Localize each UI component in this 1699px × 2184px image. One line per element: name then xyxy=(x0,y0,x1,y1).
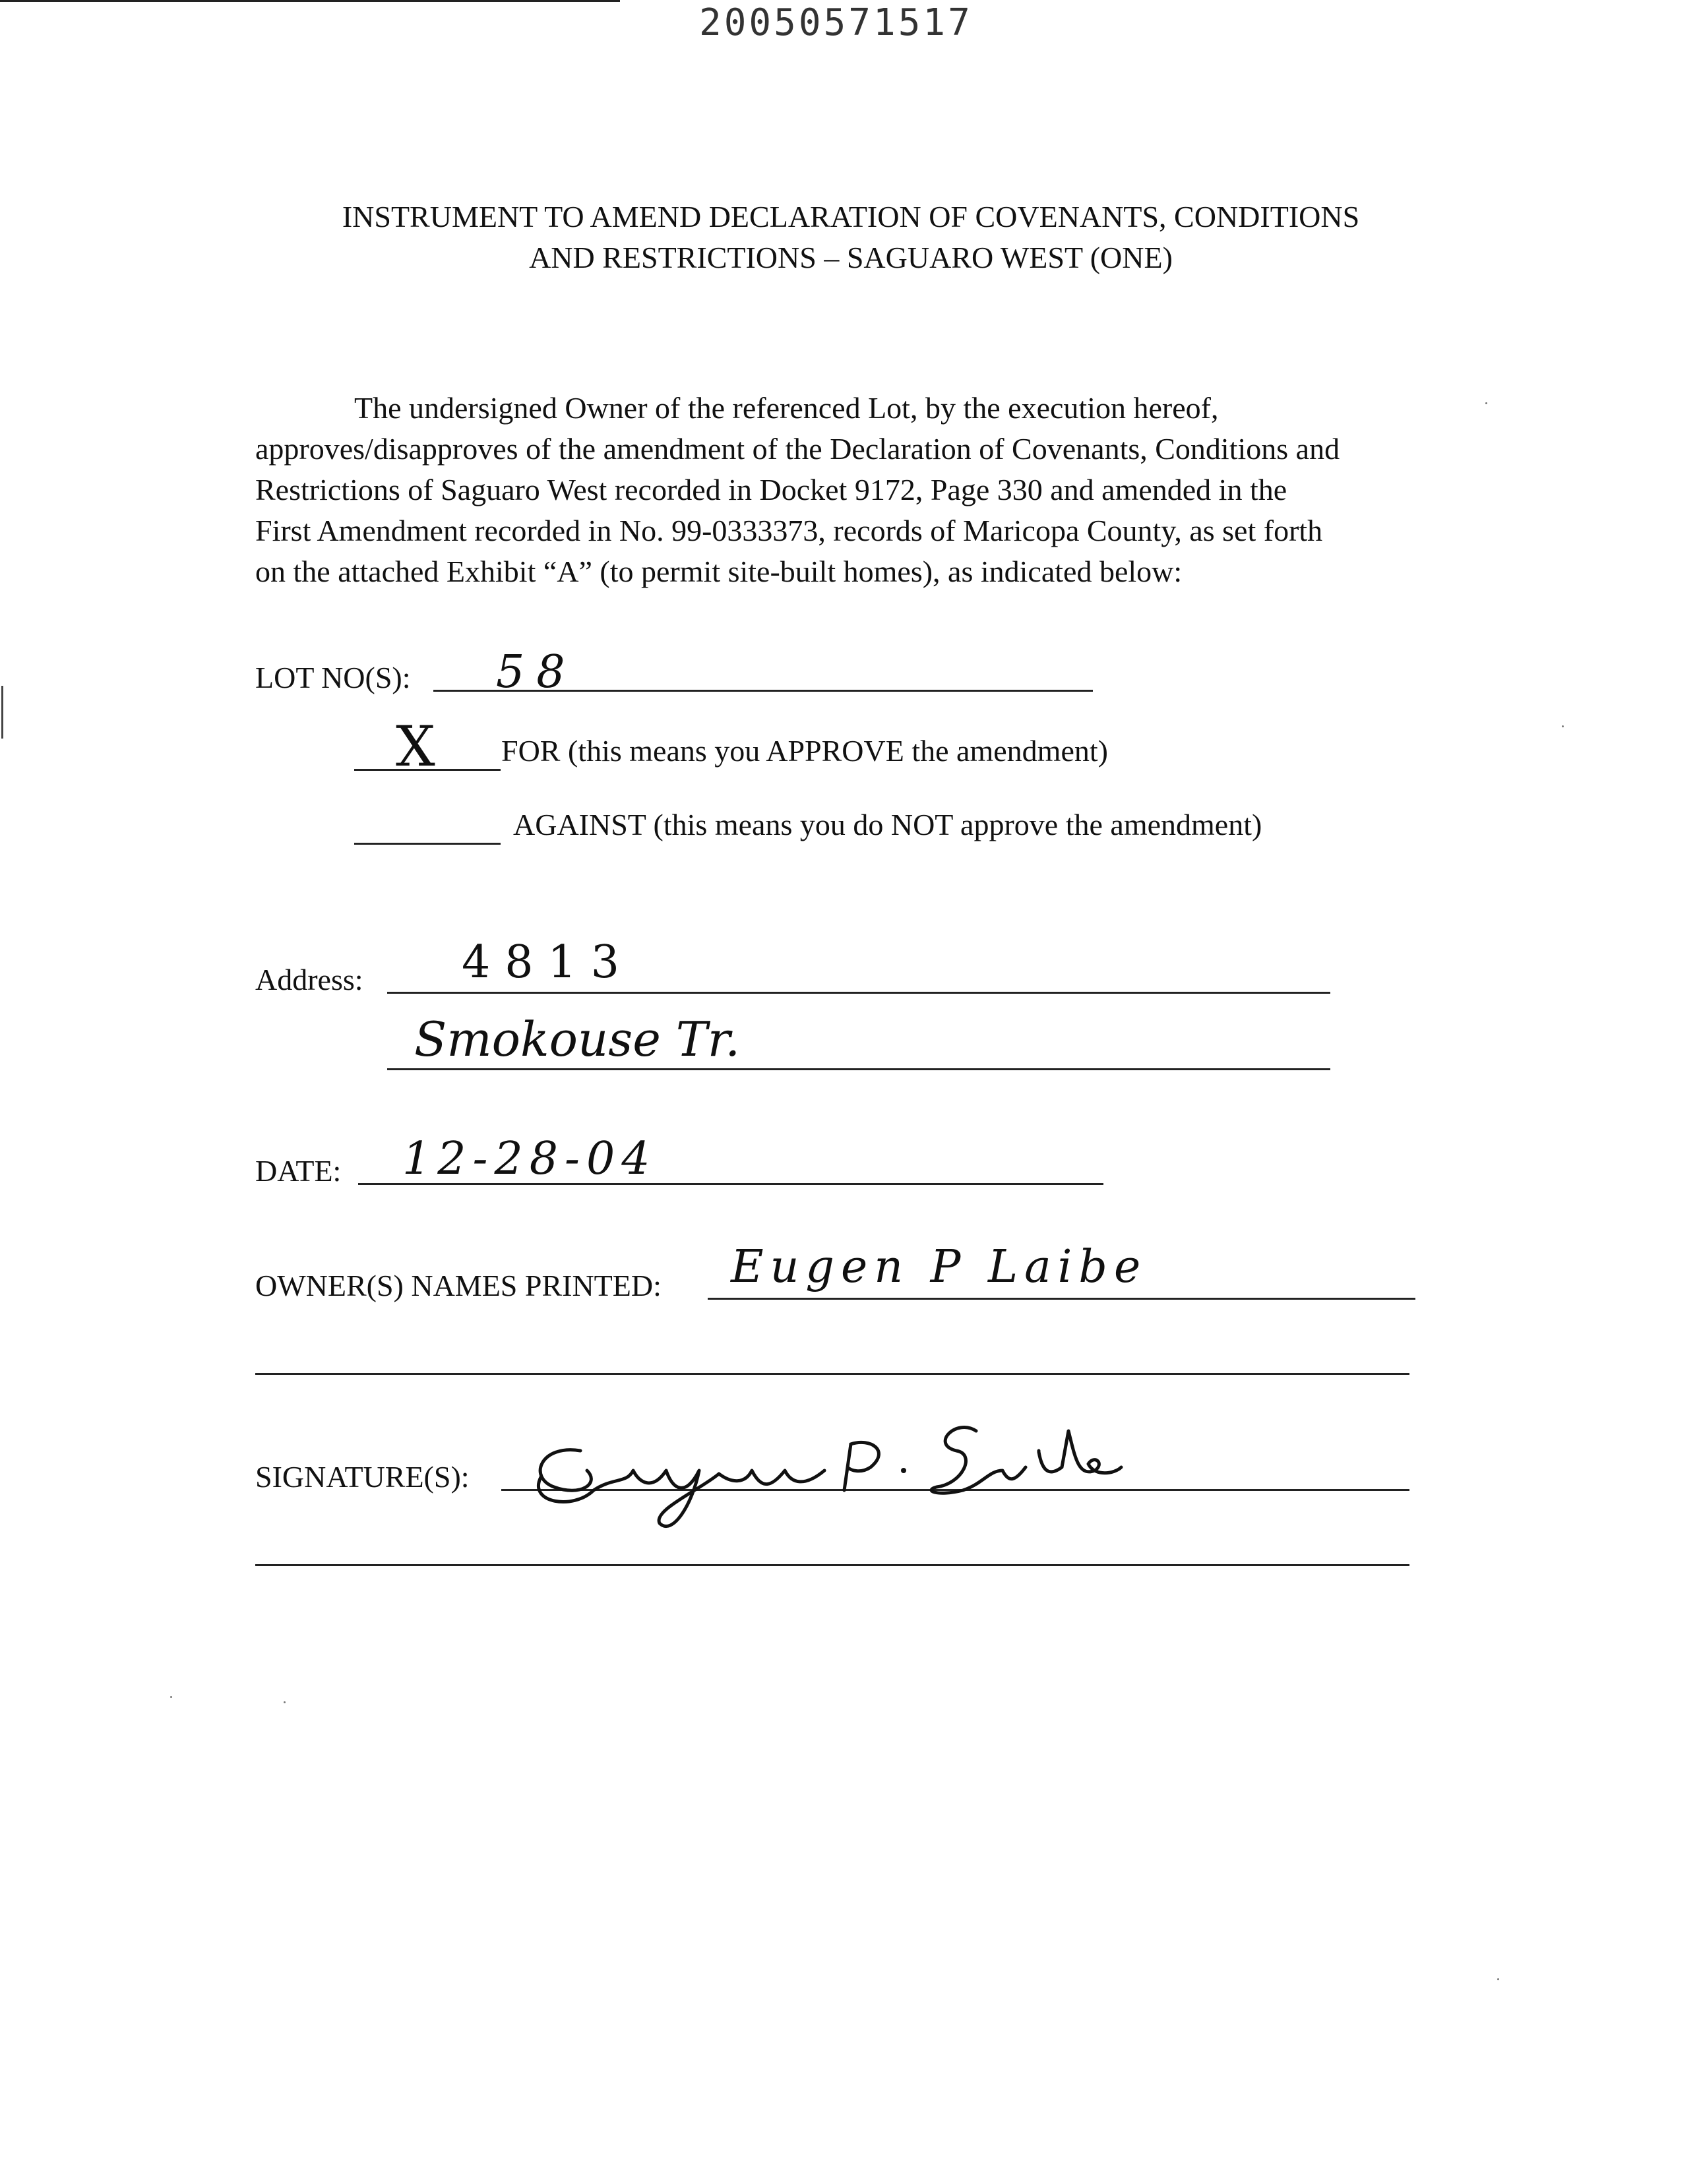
handwritten-signature xyxy=(501,1405,1134,1536)
address-label: Address: xyxy=(255,963,363,996)
for-check-mark[interactable]: X xyxy=(396,714,435,779)
address-line-2-rule xyxy=(387,1068,1330,1070)
body-line-4: First Amendment recorded in No. 99-0333373, records of Maricopa County, as set forth xyxy=(255,514,1323,547)
owner-names-line-2[interactable] xyxy=(255,1373,1409,1375)
title-line-1: INSTRUMENT TO AMEND DECLARATION OF COVENANTS, CONDITIONS xyxy=(342,200,1360,233)
body-paragraph xyxy=(255,388,1495,592)
signature-label: SIGNATURE(S): xyxy=(255,1460,470,1494)
against-option-label: AGAINST (this means you do NOT approve the amendment) xyxy=(513,808,1262,841)
scan-speck xyxy=(1562,725,1564,727)
scan-speck xyxy=(1497,1978,1499,1980)
address-line-2-value[interactable]: Smokouse Tr. xyxy=(414,1012,741,1067)
top-edge-rule xyxy=(0,0,620,2)
body-line-3: Restrictions of Saguaro West recorded in Docket 9172, Page 330 and amended in the xyxy=(255,473,1287,506)
date-value[interactable]: 12-28-04 xyxy=(402,1133,657,1185)
owner-names-label: OWNER(S) NAMES PRINTED: xyxy=(255,1269,662,1302)
body-line-1: The undersigned Owner of the referenced Lot, by the execution hereof, xyxy=(354,391,1219,425)
title-line-2: AND RESTRICTIONS – SAGUARO WEST (ONE) xyxy=(529,241,1173,274)
body-line-2: approves/disapproves of the amendment of the Declaration of Covenants, Conditions and xyxy=(255,432,1340,466)
lot-number-label: LOT NO(S): xyxy=(255,661,411,694)
document-title xyxy=(224,197,1477,278)
recording-number: 20050571517 xyxy=(699,1,973,44)
scan-margin-mark xyxy=(1,686,3,739)
for-option-label: FOR (this means you APPROVE the amendment) xyxy=(501,734,1108,768)
address-line-1-rule xyxy=(387,992,1330,994)
signature-line-2[interactable] xyxy=(255,1564,1409,1566)
scan-speck xyxy=(170,1696,172,1698)
date-label: DATE: xyxy=(255,1154,342,1188)
scan-speck xyxy=(1485,402,1487,404)
scan-speck xyxy=(284,1701,286,1703)
address-line-1-value[interactable]: 4813 xyxy=(462,936,634,988)
body-line-5: on the attached Exhibit “A” (to permit site-built homes), as indicated below: xyxy=(255,555,1183,588)
owner-names-value[interactable]: Eugen P Laibe xyxy=(731,1241,1148,1293)
lot-number-value[interactable]: 58 xyxy=(496,646,577,698)
against-checkbox-line[interactable] xyxy=(354,843,501,845)
owner-names-line-1 xyxy=(708,1298,1415,1300)
